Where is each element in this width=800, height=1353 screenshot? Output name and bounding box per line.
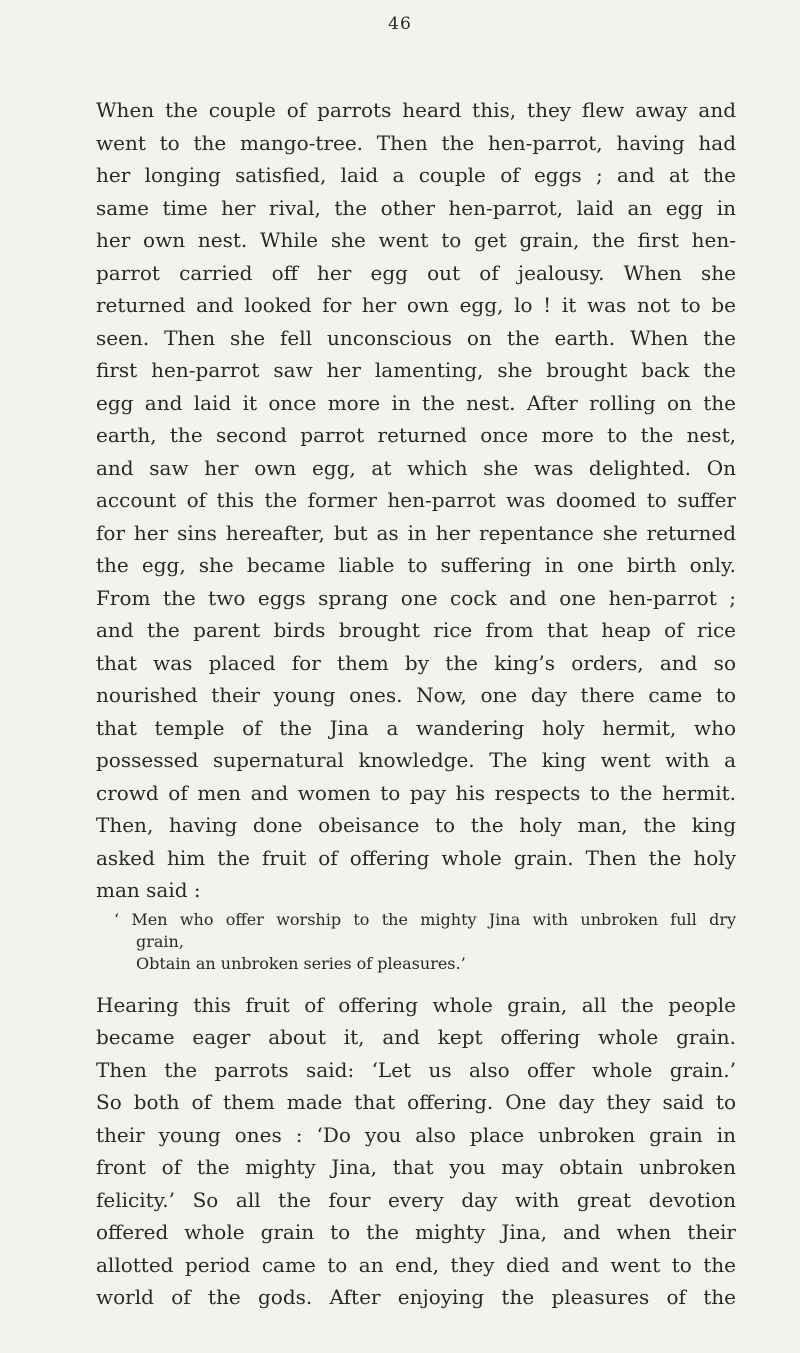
text-line: nourished their young ones. Now, one day there came to [96,683,736,707]
text-line: returned and looked for her own egg, lo ! it was not to be [96,293,736,317]
text-line: offered whole grain to the mighty Jina, and when their [96,1220,736,1244]
text-line: their young ones : ‘Do you also place unbroken grain in [96,1122,736,1147]
verse-line: grain, [136,931,184,951]
text-line: that was placed for them by the king’s orders, and so [96,650,736,675]
text-line: and the parent birds brought rice from that heap of rice [96,618,736,642]
text-line: possessed supernatural knowledge. The king went with a [96,748,736,772]
text-line: From the two eggs sprang one cock and one hen-parrot ; [96,585,736,610]
verse-line: ‘ Men who offer worship to the mighty Jina with unbroken full dry [114,909,736,929]
text-line: her own nest. While she went to get grain, the first hen- [96,228,736,252]
paragraph-1 [96,94,736,907]
text-line: When the couple of parrots heard this, they flew away and [96,98,736,122]
verse-line: Obtain an unbroken series of pleasures.’ [136,953,466,973]
text-line: Then the parrots said: ‘Let us also offer whole grain.’ [96,1057,736,1082]
text-line: same time her rival, the other hen-parrot, laid an egg in [96,195,736,220]
text-line: and saw her own egg, at which she was delighted. On [96,455,736,480]
text-line: for her sins hereafter, but as in her repentance she returned [96,520,736,545]
text-line: her longing satisfied, laid a couple of eggs ; and at the [96,163,736,187]
text-line: first hen-parrot saw her lamenting, she brought back the [96,358,736,382]
page-number: 46 [388,14,412,34]
text-line: became eager about it, and kept offering whole grain. [96,1025,736,1049]
text-line: Hearing this fruit of offering whole grain, all the people [96,992,736,1017]
verse-quotation [96,909,736,975]
text-line: earth, the second parrot returned once more to the nest, [96,423,736,447]
text-line: felicity.’ So all the four every day with great devotion [96,1187,736,1212]
text-line: front of the mighty Jina, that you may obtain unbroken [96,1155,736,1179]
text-line: So both of them made that offering. One day they said to [96,1090,736,1114]
text-line: account of this the former hen-parrot was doomed to suffer [96,488,736,512]
text-line: crowd of men and women to pay his respects to the hermit. [96,780,736,805]
page-body [96,94,736,1314]
text-line: man said : [96,878,201,902]
text-line: went to the mango-tree. Then the hen-parrot, having had [96,130,736,155]
text-line: the egg, she became liable to suffering in one birth only. [96,553,736,577]
text-line: that temple of the Jina a wandering holy hermit, who [96,715,736,740]
text-line: asked him the fruit of offering whole grain. Then the holy [96,845,736,870]
text-line: allotted period came to an end, they died and went to the [96,1252,736,1277]
text-line: parrot carried off her egg out of jealousy. When she [96,260,736,285]
text-line: Then, having done obeisance to the holy man, the king [96,813,736,837]
text-line: world of the gods. After enjoying the pleasures of the [96,1285,736,1309]
text-line: seen. Then she fell unconscious on the earth. When the [96,325,736,350]
text-line: egg and laid it once more in the nest. After rolling on the [96,390,736,415]
paragraph-2 [96,989,736,1314]
